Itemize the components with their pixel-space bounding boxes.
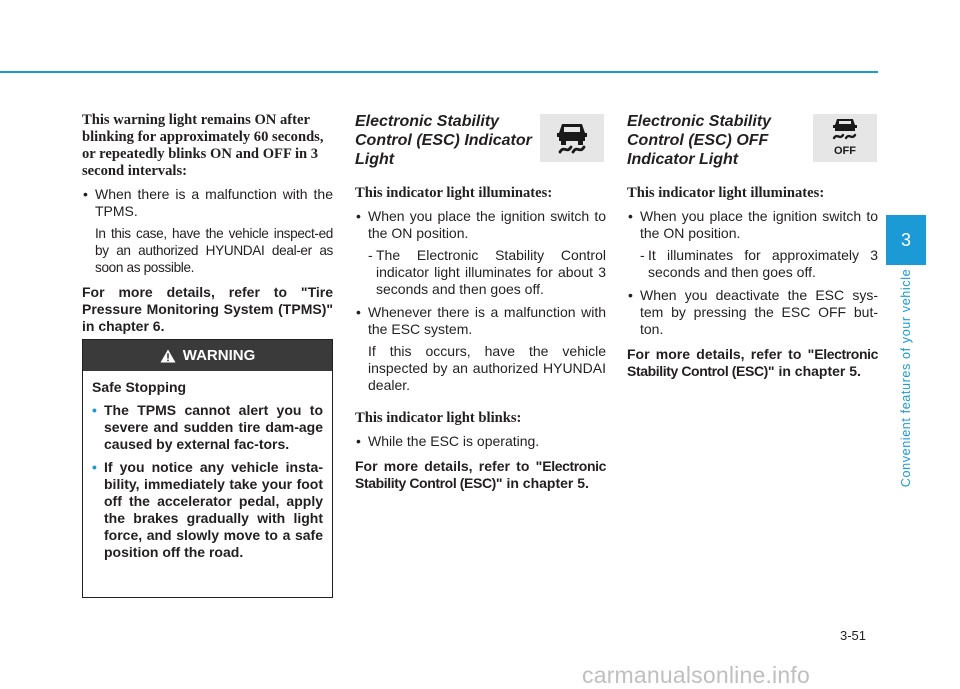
warning-item: • The TPMS cannot alert you to severe and sudden tire dam-age caused by external fac-tors. <box>92 402 323 453</box>
esc-off-ref-topic: Electronic Stability Control (ESC) <box>627 346 878 379</box>
esc-illuminates-heading: This indicator light illuminates: <box>355 185 553 201</box>
warning-title: Safe Stopping <box>92 379 187 395</box>
esc-off-bullet: • When you place the ignition switch to the ON position. <box>627 208 878 242</box>
warning-triangle-icon <box>160 349 176 363</box>
tpms-sub-text: In this case, have the vehicle inspect-ed by an authorized HYUNDAI deal-er as soon as possible. <box>95 226 333 275</box>
esc-reference <box>355 458 606 492</box>
esc-off-reference <box>627 346 878 380</box>
esc-off-illuminates-heading: This indicator light illuminates: <box>627 185 825 201</box>
esc-ref-topic: Electronic Stability Control (ESC) <box>355 458 606 491</box>
esc-off-bullet: • When you deactivate the ESC sys-tem by pressing the ESC OFF but-ton. <box>627 287 878 338</box>
esc-indicator-icon <box>540 114 604 162</box>
esc-bullet: • Whenever there is a malfunction with the ESC system. <box>355 304 606 338</box>
esc-off-dash-item: - It illuminates for approximately 3 seconds and then goes off. <box>627 247 878 281</box>
esc-bullet: • While the ESC is operating. <box>355 433 606 450</box>
top-rule <box>0 71 878 73</box>
watermark: carmanualsonline.info <box>582 662 810 688</box>
esc-off-icon-text: OFF <box>834 145 856 157</box>
esc-indicator-title: Electronic Stability Control (ESC) Indicator Light <box>355 113 532 168</box>
esc-bullet: • When you place the ignition switch to the ON position. <box>355 208 606 242</box>
tpms-reference: For more details, refer to "Tire Pressure Monitoring System (TPMS)" in chapter 6. <box>82 284 333 334</box>
esc-off-ref-suffix: " in chapter 5. <box>767 363 861 379</box>
esc-indicator-column <box>355 112 606 492</box>
esc-off-column <box>627 112 878 380</box>
warning-item: • If you notice any vehicle insta-bility, immediately take your foot off the accelerator pedal, apply the brakes gradually with light force, and slowly move to a safe position off the road. <box>92 459 323 561</box>
esc-sub-text: If this occurs, have the vehicle inspected by an authorized HYUNDAI dealer. <box>368 343 606 393</box>
chapter-title: Convenient features of your vehicle <box>899 268 913 488</box>
esc-ref-suffix: " in chapter 5. <box>495 475 589 491</box>
tpms-blink-heading: This warning light remains ON after blinking for approximately 60 seconds, or repeatedly blinks ON and OFF in 3 second intervals: <box>82 112 324 179</box>
page-number: 3-51 <box>840 628 867 643</box>
esc-off-indicator-icon <box>813 114 877 162</box>
tpms-column <box>82 112 333 335</box>
tpms-bullet: • When there is a malfunction with the TPMS. <box>82 186 333 220</box>
esc-off-ref-prefix: For more details, refer to " <box>627 346 815 362</box>
warning-box <box>82 339 333 598</box>
esc-off-title: Electronic Stability Control (ESC) OFF Indicator Light <box>627 113 772 168</box>
warning-header <box>83 340 332 371</box>
esc-dash-item: - The Electronic Stability Control indicator light illuminates for about 3 seconds and then goes off. <box>355 247 606 298</box>
warning-label: WARNING <box>182 347 256 364</box>
esc-blinks-heading: This indicator light blinks: <box>355 410 522 426</box>
chapter-number: 3 <box>900 229 911 250</box>
esc-ref-prefix: For more details, refer to " <box>355 458 543 474</box>
chapter-tab <box>886 215 926 265</box>
